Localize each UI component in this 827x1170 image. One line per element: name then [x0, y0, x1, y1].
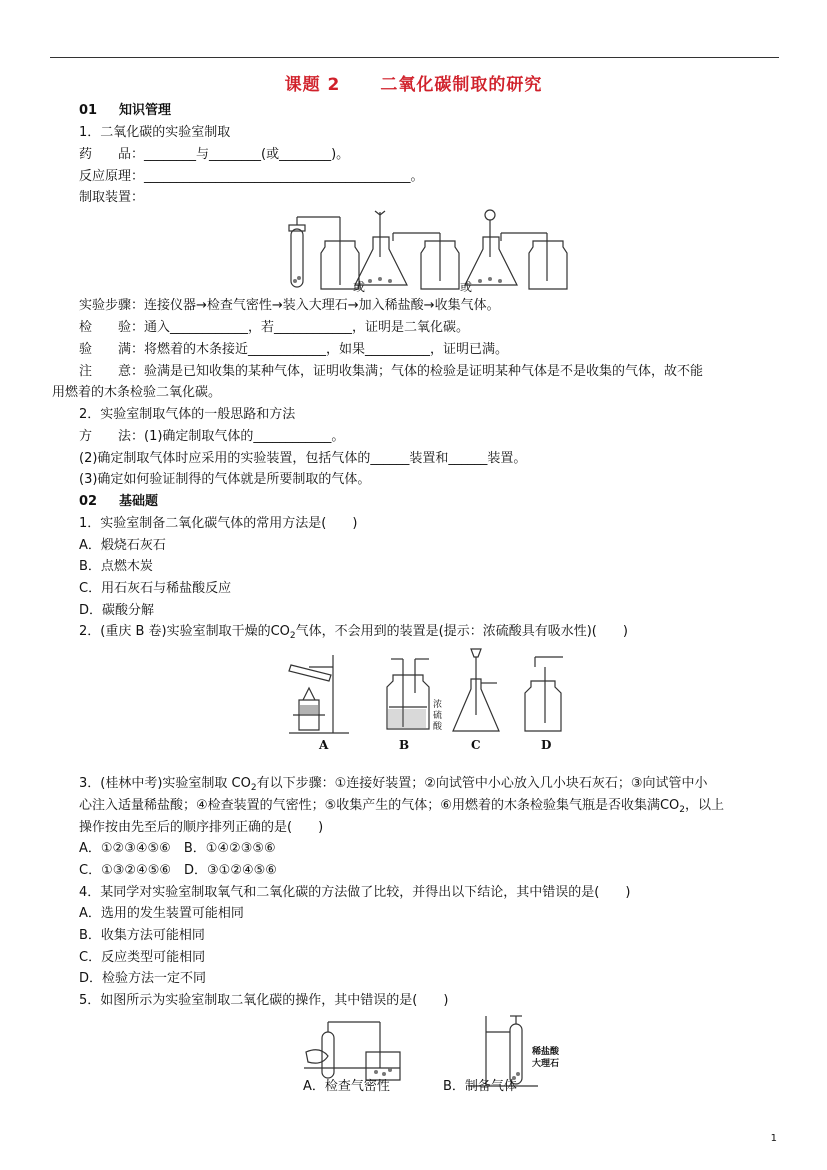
fig-label-b: B: [399, 738, 410, 752]
question-1: 1．实验室制备二氧化碳气体的常用方法是( ): [79, 516, 358, 531]
stone-label: 大理石: [532, 1059, 560, 1069]
steps-line: 实验步骤：连接仪器→检查气密性→装入大理石→加入稀盐酸→收集气体。: [79, 298, 500, 313]
section-heading: 01 知识管理: [79, 103, 172, 118]
q5-fig-caption-a: A．检查气密性: [303, 1079, 390, 1094]
apparatus-figure: [285, 207, 575, 295]
q1-option-d: D．碳酸分解: [79, 603, 155, 618]
acid-label-1: 浓: [433, 700, 443, 710]
page-number: 1: [770, 1133, 777, 1144]
method-1: 方 法：(1)确定制取气体的____________。: [79, 429, 345, 444]
fig-label-c: C: [471, 738, 481, 752]
question-3-line-2: 心注入适量稀盐酸；④检查装置的气密性；⑤收集产生的气体；⑥用燃着的木条检验集气瓶是否收集满$CO_2$，以上: [79, 798, 725, 815]
full-line: 验 满：将燃着的木条接近____________，如果__________，证明已满。: [79, 342, 509, 357]
method-2: (2)确定制取气体时应采用的实验装置，包括气体的______装置和______装置。: [79, 451, 527, 466]
principle-line: 反应原理：_________________________________________。: [79, 169, 424, 184]
title-topic: 二氧化碳制取的研究: [380, 75, 543, 95]
q4-option-c: C．反应类型可能相同: [79, 950, 206, 965]
item-title: 1．二氧化碳的实验室制取: [79, 125, 231, 140]
q1-option-a: A．煅烧石灰石: [79, 538, 166, 553]
or-label-1: 或: [353, 280, 366, 294]
title-lesson: 课题 2: [284, 75, 341, 95]
drugs-line: 药 品：________与________(或________)。: [79, 147, 350, 162]
test-line: 检 验：通入____________，若____________，证明是二氧化碳。: [79, 320, 470, 335]
acid-label: 稀盐酸: [532, 1047, 560, 1057]
q3-options-cd: C．①③②④⑤⑥ D．③①②④⑤⑥: [79, 863, 277, 878]
q4-option-a: A．选用的发生装置可能相同: [79, 906, 244, 921]
q2-figure: [283, 645, 583, 753]
q3-options-ab: A．①②③④⑤⑥ B．①④②③⑤⑥: [79, 841, 276, 856]
page-title: [0, 70, 827, 95]
acid-label-3: 酸: [433, 722, 443, 732]
q5-fig-caption-b: B．制备气体: [443, 1079, 517, 1094]
question-3-line-3: 操作按由先至后的顺序排列正确的是( ): [79, 820, 324, 835]
question-3-line-1: 3．(桂林中考)实验室制取 $CO_2$有以下步骤：①连接好装置；②向试管中小心放入几小块石灰石；③向试管中小: [79, 776, 708, 793]
acid-label-2: 硫: [433, 711, 443, 721]
fig-label-a: A: [319, 738, 329, 752]
note-line-1: 注 意：验满是已知收集的某种气体，证明收集满；气体的检验是证明某种气体是不是收集的气体，故不能: [79, 364, 704, 379]
q1-option-c: C．用石灰石与稀盐酸反应: [79, 581, 232, 596]
device-line: 制取装置：: [79, 190, 145, 205]
or-label-2: 或: [460, 280, 473, 294]
section-heading-2: 02 基础题: [79, 494, 159, 509]
question-5: 5．如图所示为实验室制取二氧化碳的操作，其中错误的是( ): [79, 993, 449, 1008]
question-2: 2．(重庆 B 卷)实验室制取干燥的$CO_2$气体，不会用到的装置是(提示：浓硫酸具有吸水性)( ): [79, 624, 628, 641]
q4-option-d: D．检验方法一定不同: [79, 971, 207, 986]
q1-option-b: B．点燃木炭: [79, 559, 153, 574]
method-3: (3)确定如何验证制得的气体就是所要制取的气体。: [79, 472, 371, 487]
fig-label-d: D: [541, 738, 552, 752]
q4-option-b: B．收集方法可能相同: [79, 928, 205, 943]
question-4: 4．某同学对实验室制取氧气和二氧化碳的方法做了比较，并得出以下结论，其中错误的是( ): [79, 885, 631, 900]
item-title-2: 2．实验室制取气体的一般思路和方法: [79, 407, 296, 422]
note-line-2: 用燃着的木条检验二氧化碳。: [52, 385, 222, 400]
header-rule: [50, 57, 779, 58]
